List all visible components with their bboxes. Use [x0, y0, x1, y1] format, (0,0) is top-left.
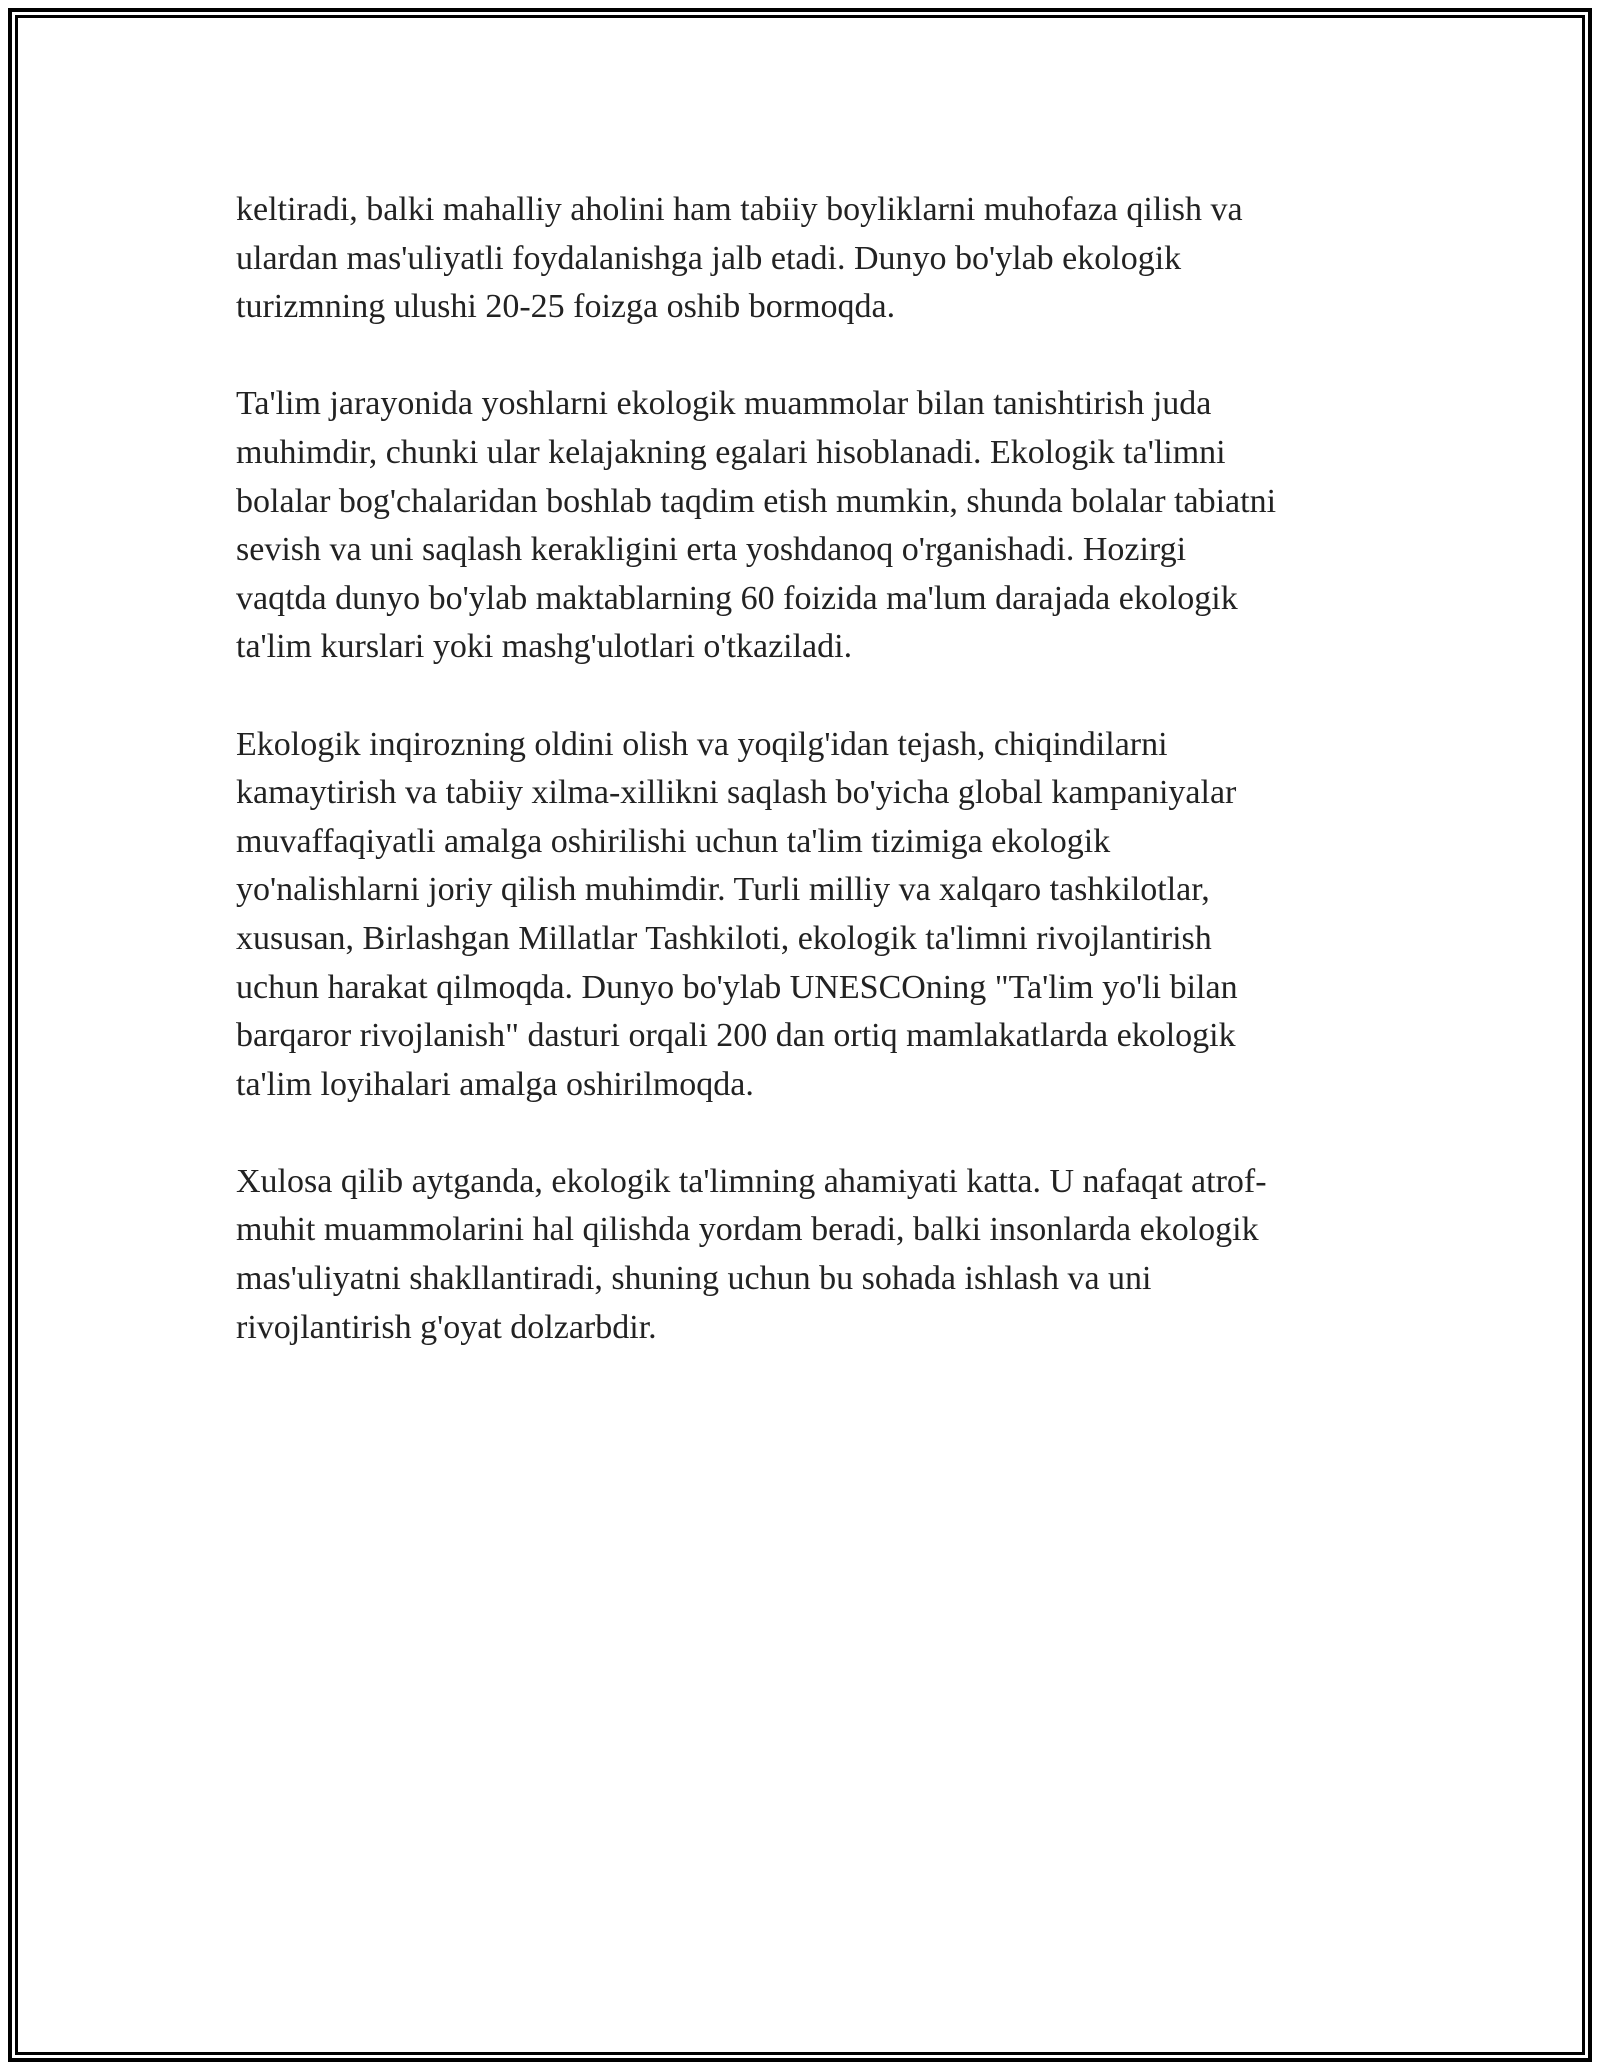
text-line: ta'lim kurslari yoki mashg'ulotlari o'tkaziladi.	[236, 628, 853, 666]
text-line: muhit muammolarini hal qilishda yordam beradi, balki insonlarda ekologik	[236, 1211, 1259, 1249]
text-line: Ekologik inqirozning oldini olish va yoqilg'idan tejash, chiqindilarni	[236, 725, 1168, 763]
text-line: mas'uliyatni shakllantiradi, shuning uchun bu sohada ishlash va uni	[236, 1260, 1152, 1298]
text-line: sevish va uni saqlash kerakligini erta yoshdanoq o'rganishadi. Hozirgi	[236, 531, 1187, 569]
text-line: barqaror rivojlanish" dasturi orqali 200 dan ortiq mamlakatlarda ekologik	[236, 1017, 1236, 1055]
text-line: turizmning ulushi 20-25 foizga oshib bormoqda.	[236, 288, 896, 326]
text-line: bolalar bog'chalaridan boshlab taqdim etish mumkin, shunda bolalar tabiatni	[236, 482, 1277, 520]
text-line: yo'nalishlarni joriy qilish muhimdir. Turli milliy va xalqaro tashkilotlar,	[236, 871, 1210, 909]
text-line: muhimdir, chunki ular kelajakning egalari hisoblanadi. Ekologik ta'limni	[236, 433, 1226, 471]
text-line: ulardan mas'uliyatli foydalanishga jalb etadi. Dunyo bo'ylab ekologik	[236, 239, 1182, 277]
text-line: Xulosa qilib aytganda, ekologik ta'limning ahamiyati katta. U nafaqat atrof-	[236, 1162, 1267, 1200]
paragraph-1	[236, 186, 1366, 332]
text-line: keltiradi, balki mahalliy aholini ham tabiiy boyliklarni muhofaza qilish va	[236, 191, 1243, 228]
paragraph-3	[236, 721, 1366, 1110]
text-line: uchun harakat qilmoqda. Dunyo bo'ylab UNESCOning "Ta'lim yo'li bilan	[236, 968, 1238, 1006]
text-line: rivojlantirish g'oyat dolzarbdir.	[236, 1308, 657, 1346]
paragraph-4	[236, 1158, 1366, 1352]
text-line: xususan, Birlashgan Millatlar Tashkiloti, ekologik ta'limni rivojlantirish	[236, 919, 1212, 957]
document-body	[236, 186, 1366, 1401]
text-line: ta'lim loyihalari amalga oshirilmoqda.	[236, 1065, 754, 1103]
text-line: Ta'lim jarayonida yoshlarni ekologik muammolar bilan tanishtirish juda	[236, 385, 1212, 423]
text-line: vaqtda dunyo bo'ylab maktablarning 60 foizida ma'lum darajada ekologik	[236, 579, 1238, 617]
text-line: muvaffaqiyatli amalga oshirilishi uchun ta'lim tizimiga ekologik	[236, 822, 1111, 860]
text-line: kamaytirish va tabiiy xilma-xillikni saqlash bo'yicha global kampaniyalar	[236, 774, 1237, 812]
paragraph-2	[236, 380, 1366, 672]
